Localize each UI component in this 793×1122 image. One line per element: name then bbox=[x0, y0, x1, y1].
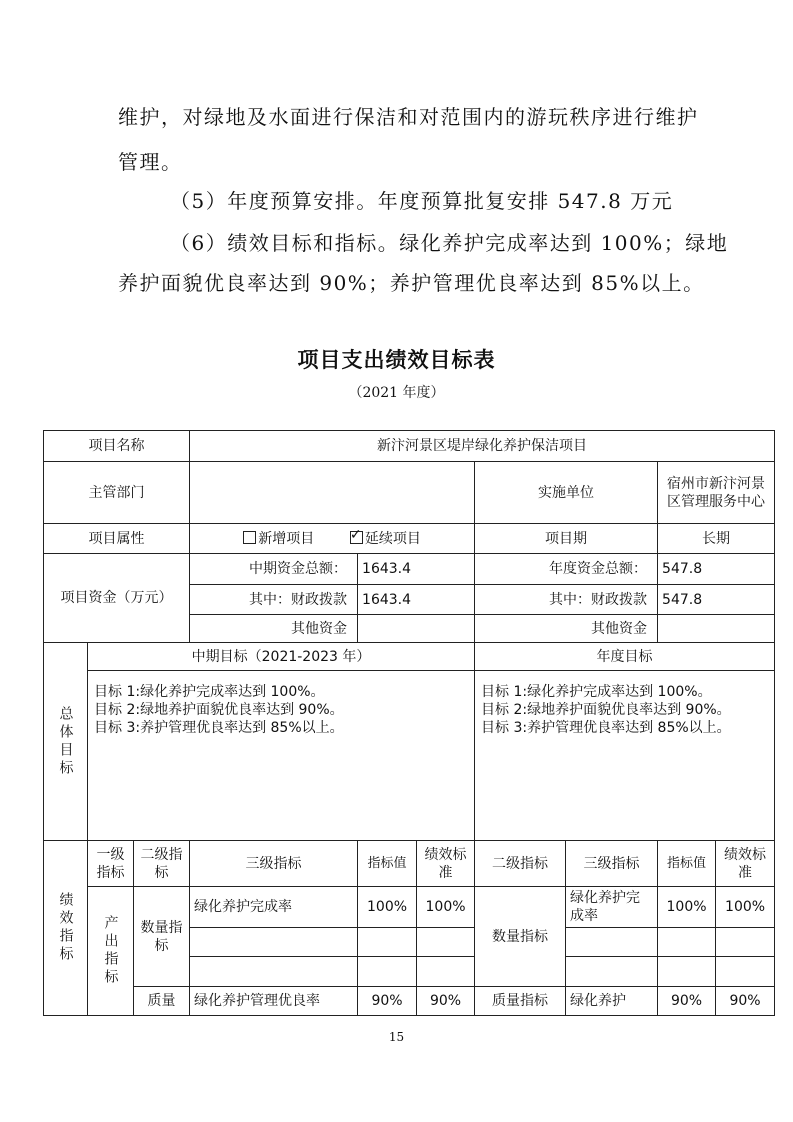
mid-goal-item: 目标 3:养护管理优良率达到 85%以上。 bbox=[94, 720, 344, 736]
year-goal-item: 目标 3:养护管理优良率达到 85%以上。 bbox=[481, 720, 731, 736]
indicator-value: 100% bbox=[358, 887, 417, 928]
indicator-standard: 90% bbox=[417, 987, 475, 1016]
empty-cell bbox=[358, 957, 417, 987]
project-name-label: 项目名称 bbox=[44, 431, 190, 462]
quality-indicator-label-right: 质量指标 bbox=[475, 987, 566, 1016]
header-level2: 二级指标 bbox=[134, 841, 190, 887]
fund-label-text: 项目资金（万元） bbox=[60, 590, 173, 606]
empty-cell bbox=[417, 928, 475, 957]
empty-cell bbox=[566, 957, 658, 987]
mid-fiscal-value: 1643.4 bbox=[358, 585, 475, 615]
mid-other-value bbox=[358, 615, 475, 643]
continued-project-checkbox-checked bbox=[350, 531, 363, 544]
dept-label: 主管部门 bbox=[44, 462, 190, 524]
empty-cell bbox=[658, 957, 716, 987]
body-paragraph-line: 管理。 bbox=[118, 150, 183, 174]
empty-cell bbox=[417, 957, 475, 987]
indicator-standard-right: 100% bbox=[716, 887, 775, 928]
mid-total-label: 中期资金总额： bbox=[190, 554, 358, 585]
overall-goal-label-text: 总体目标 bbox=[57, 705, 74, 778]
empty-cell bbox=[358, 928, 417, 957]
new-project-checkbox bbox=[243, 531, 256, 544]
body-paragraph-line: 养护面貌优良率达到 90%；养护管理优良率达到 85%以上。 bbox=[118, 271, 705, 295]
year-total-label: 年度资金总额： bbox=[475, 554, 658, 585]
header-value-right: 指标值 bbox=[658, 841, 716, 887]
indicator-value-right: 100% bbox=[658, 887, 716, 928]
indicator-level3-right: 绿化养护完成率 bbox=[566, 887, 658, 928]
period-value: 长期 bbox=[658, 524, 775, 554]
year-other-label: 其他资金 bbox=[475, 615, 658, 643]
impl-unit-value: 宿州市新汴河景区管理服务中心 bbox=[658, 462, 775, 524]
quantity-indicator-label: 数量指标 bbox=[134, 887, 190, 987]
indicator-level3: 绿化养护完成率 bbox=[190, 887, 358, 928]
body-paragraph-line: （6）绩效目标和指标。绿化养护完成率达到 100%；绿地 bbox=[170, 231, 729, 255]
empty-cell bbox=[716, 928, 775, 957]
header-level1: 一级指标 bbox=[88, 841, 134, 887]
mid-total-value: 1643.4 bbox=[358, 554, 475, 585]
page-number: 15 bbox=[388, 1030, 405, 1044]
overall-goal-label bbox=[44, 643, 88, 841]
project-attr-options bbox=[190, 524, 475, 554]
indicator-standard: 100% bbox=[417, 887, 475, 928]
year-goal-header: 年度目标 bbox=[475, 643, 775, 671]
indicator-value-right: 90% bbox=[658, 987, 716, 1016]
body-paragraph-line: 维护，对绿地及水面进行保洁和对范围内的游玩秩序进行维护 bbox=[118, 105, 699, 129]
empty-cell bbox=[658, 928, 716, 957]
dept-value bbox=[190, 462, 475, 524]
body-paragraph-line: （5）年度预算安排。年度预算批复安排 547.8 万元 bbox=[170, 189, 674, 213]
table-subtitle: （2021 年度） bbox=[348, 385, 445, 401]
quantity-indicator-label-right: 数量指标 bbox=[475, 887, 566, 987]
mid-goal-item: 目标 1:绿化养护完成率达到 100%。 bbox=[94, 684, 325, 700]
header-standard-right: 绩效标准 bbox=[716, 841, 775, 887]
project-attr-label: 项目属性 bbox=[44, 524, 190, 554]
perf-indicator-label bbox=[44, 841, 88, 1016]
continued-project-label: 延续项目 bbox=[364, 530, 421, 547]
header-level2-right: 二级指标 bbox=[475, 841, 566, 887]
mid-goals-cell bbox=[88, 671, 475, 841]
mid-goal-item: 目标 2:绿地养护面貌优良率达到 90%。 bbox=[94, 702, 344, 718]
year-fiscal-value: 547.8 bbox=[658, 585, 775, 615]
header-value: 指标值 bbox=[358, 841, 417, 887]
impl-unit-label: 实施单位 bbox=[475, 462, 658, 524]
header-level3: 三级指标 bbox=[190, 841, 358, 887]
year-fiscal-label: 其中：财政拨款 bbox=[475, 585, 658, 615]
year-goal-item: 目标 1:绿化养护完成率达到 100%。 bbox=[481, 684, 712, 700]
indicator-standard-right: 90% bbox=[716, 987, 775, 1016]
mid-goal-header: 中期目标（2021-2023 年） bbox=[88, 643, 475, 671]
fund-label bbox=[44, 554, 190, 643]
indicator-value: 90% bbox=[358, 987, 417, 1016]
performance-target-table bbox=[43, 430, 775, 1016]
new-project-label: 新增项目 bbox=[258, 530, 315, 547]
empty-cell bbox=[566, 928, 658, 957]
output-indicator-label-text: 产出指标 bbox=[102, 915, 119, 987]
indicator-level3-right: 绿化养护 bbox=[566, 987, 658, 1016]
perf-indicator-label-text: 绩效指标 bbox=[57, 892, 74, 964]
table-title: 项目支出绩效目标表 bbox=[297, 348, 496, 372]
mid-fiscal-label: 其中：财政拨款 bbox=[190, 585, 358, 615]
period-label: 项目期 bbox=[475, 524, 658, 554]
project-name-value: 新汴河景区堤岸绿化养护保洁项目 bbox=[190, 431, 775, 462]
year-goals-cell bbox=[475, 671, 775, 841]
empty-cell bbox=[716, 957, 775, 987]
indicator-level3: 绿化养护管理优良率 bbox=[190, 987, 358, 1016]
output-indicator-label bbox=[88, 887, 134, 1016]
empty-cell bbox=[190, 957, 358, 987]
empty-cell bbox=[190, 928, 358, 957]
header-standard: 绩效标准 bbox=[417, 841, 475, 887]
year-other-value bbox=[658, 615, 775, 643]
year-total-value: 547.8 bbox=[658, 554, 775, 585]
header-level3-right: 三级指标 bbox=[566, 841, 658, 887]
quality-indicator-label: 质量 bbox=[134, 987, 190, 1016]
year-goal-item: 目标 2:绿地养护面貌优良率达到 90%。 bbox=[481, 702, 731, 718]
mid-other-label: 其他资金 bbox=[190, 615, 358, 643]
